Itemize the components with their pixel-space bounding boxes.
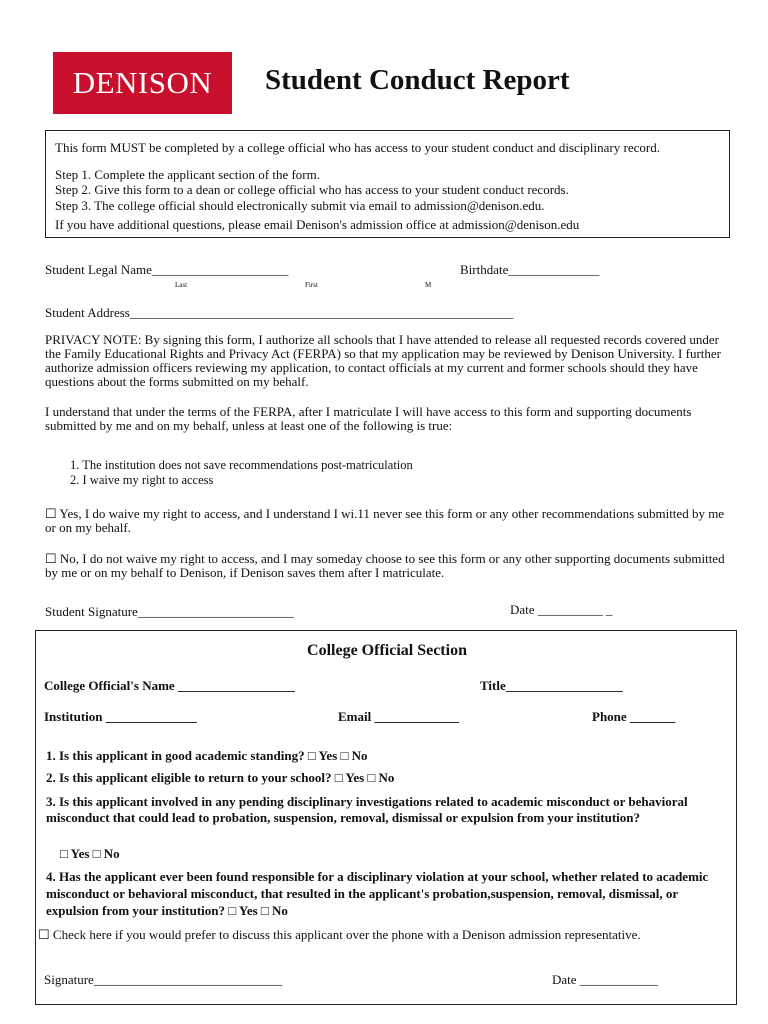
last-label: Last (175, 281, 188, 289)
condition-2: 2. I waive my right to access (70, 473, 214, 487)
student-signature-field[interactable]: Student Signature________________________ (45, 604, 294, 619)
step-2: Step 2. Give this form to a dean or college official who has access to your student conduct records. (55, 182, 569, 197)
student-date-field[interactable]: Date __________ _ (510, 602, 613, 617)
official-title-field[interactable]: Title__________________ (480, 678, 623, 693)
middle-label: M (425, 281, 432, 289)
privacy-note: PRIVACY NOTE: By signing this form, I authorize all schools that I have attended to release all requested records covered under the Family Educational Rights and Privacy Act (FERPA) so that my application may be reviewed by Denison University. I further authorize admission officers reviewing my application, to contact officials at my current and former schools should they have questions about the forms submitted on my behalf. (45, 332, 721, 389)
step-1: Step 1. Complete the applicant section of the form. (55, 167, 320, 182)
official-signature-field[interactable]: Signature_____________________________ (44, 972, 283, 987)
waive-no-option[interactable]: ☐ No, I do not waive my right to access, and I may someday choose to see this form or any other supporting documents submitted by me or on my behalf to Denison, if Denison saves them after I matriculate. (45, 551, 725, 580)
legal-name-field[interactable]: Student Legal Name_____________________ (45, 262, 289, 277)
question-3-options[interactable]: □ Yes □ No (60, 846, 120, 861)
college-official-section (35, 630, 737, 1005)
phone-field[interactable]: Phone _______ (592, 709, 676, 724)
question-3: 3. Is this applicant involved in any pending disciplinary investigations related to academic misconduct or behavioral misconduct that could lead to probation, suspension, removal, dismissal or expulsion from your institution? (46, 794, 688, 825)
address-field[interactable]: Student Address___________________________________________________________ (45, 305, 514, 320)
page-title: Student Conduct Report (265, 64, 570, 96)
official-date-field[interactable]: Date ____________ (552, 972, 658, 987)
waive-yes-option[interactable]: ☐ Yes, I do waive my right to access, and I understand I wi.11 never see this form or any other recommendations submitted by me or on my behalf. (45, 506, 725, 535)
email-field[interactable]: Email _____________ (338, 709, 459, 724)
step-3: Step 3. The college official should electronically submit via email to admission@denison.edu. (55, 198, 545, 213)
question-4[interactable]: 4. Has the applicant ever been found responsible for a disciplinary violation at your school, whether related to academic misconduct or behavioral misconduct, that resulted in the applicant's probation,suspension, removal, dismissal, or expulsion from your institution? □ Yes □ No (46, 869, 709, 918)
official-heading: College Official Section (307, 642, 467, 659)
intro-text: This form MUST be completed by a college official who has access to your student conduct and disciplinary record. (55, 140, 660, 155)
condition-1: 1. The institution does not save recommendations post-matriculation (70, 458, 413, 472)
instructions-box (45, 130, 730, 238)
denison-logo: DENISON (53, 52, 232, 114)
question-1[interactable]: 1. Is this applicant in good academic standing? □ Yes □ No (46, 748, 368, 763)
institution-field[interactable]: Institution ______________ (44, 709, 197, 724)
birthdate-field[interactable]: Birthdate______________ (460, 262, 600, 277)
contact-text: If you have additional questions, please email Denison's admission office at admission@denison.edu (55, 217, 580, 232)
phone-discussion-checkbox[interactable]: ☐ Check here if you would prefer to discuss this applicant over the phone with a Denison admission representative. (38, 927, 641, 942)
official-name-field[interactable]: College Official's Name __________________ (44, 678, 295, 693)
first-label: First (305, 281, 318, 289)
ferpa-statement: I understand that under the terms of the FERPA, after I matriculate I will have access to this form and supporting documents submitted by me and on my behalf, unless at least one of the following is true: (45, 404, 692, 433)
question-2[interactable]: 2. Is this applicant eligible to return to your school? □ Yes □ No (46, 770, 395, 785)
